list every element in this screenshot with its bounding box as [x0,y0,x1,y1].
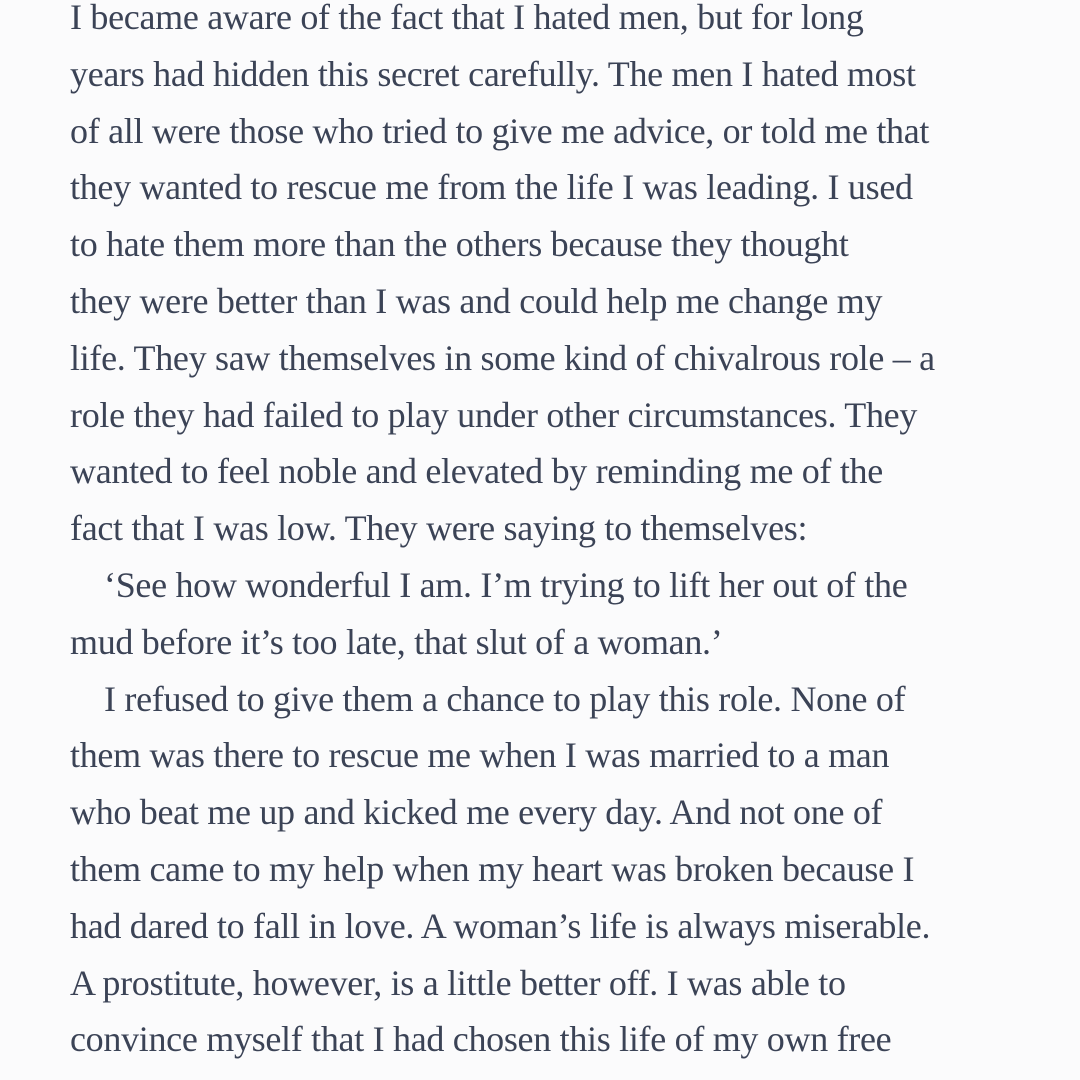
text-line: I became aware of the fact that I hated men, but for long [70,0,864,37]
book-page [70,0,1030,1068]
text-line: life. They saw themselves in some kind of chivalrous role – a [70,337,935,378]
text-line: mud before it’s too late, that slut of a woman.’ [70,621,723,662]
text-line: they wanted to rescue me from the life I was leading. I used [70,167,913,208]
text-line: wanted to feel noble and elevated by reminding me of the [70,451,883,492]
text-line: they were better than I was and could help me change my [70,280,883,321]
text-line: them was there to rescue me when I was married to a man [70,735,890,776]
text-line: to hate them more than the others because they thought [70,224,849,265]
text-line: convince myself that I had chosen this life of my own free [70,1019,892,1060]
text-line: ‘See how wonderful I am. I’m trying to lift her out of the [104,564,908,605]
text-line: I refused to give them a chance to play this role. None of [104,678,906,719]
text-line: fact that I was low. They were saying to themselves: [70,508,808,549]
text-line: them came to my help when my heart was broken because I [70,848,915,889]
text-line: of all were those who tried to give me advice, or told me that [70,110,930,151]
text-line: years had hidden this secret carefully. The men I hated most [70,53,916,94]
text-line: role they had failed to play under other circumstances. They [70,394,918,435]
text-line: had dared to fall in love. A woman’s life is always miserable. [70,905,931,946]
text-line: A prostitute, however, is a little better off. I was able to [70,962,846,1003]
text-line: who beat me up and kicked me every day. And not one of [70,792,883,833]
